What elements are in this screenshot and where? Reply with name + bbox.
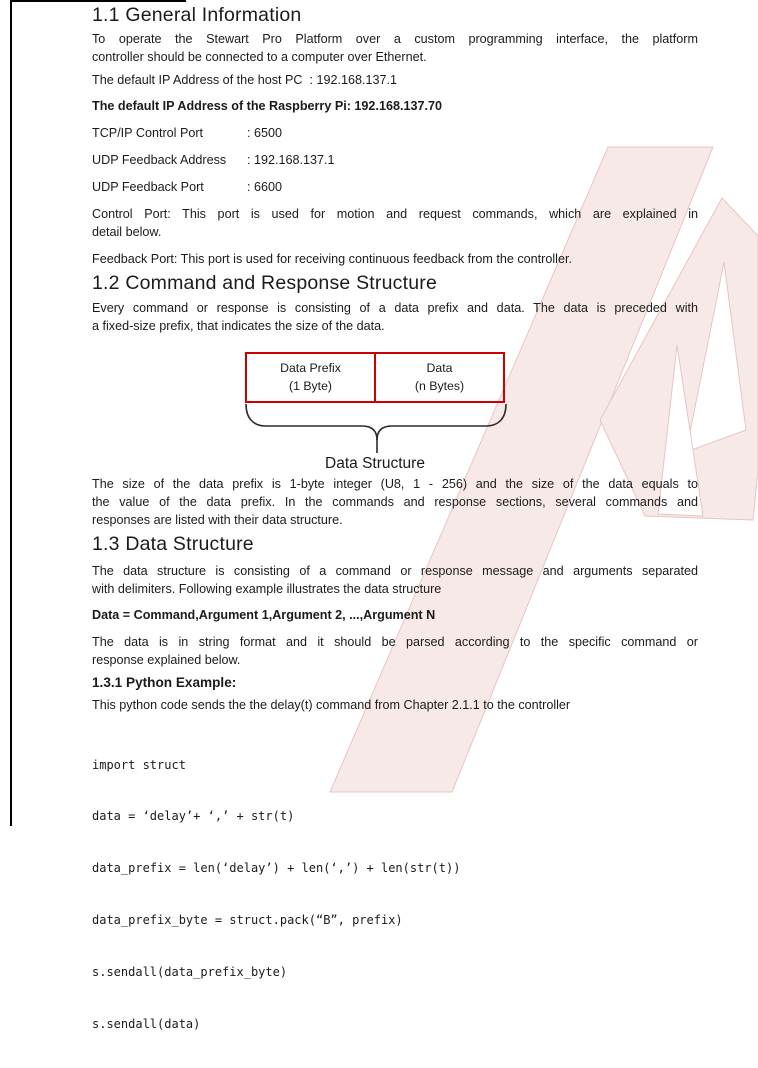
code-line: s.sendall(data) — [92, 1017, 201, 1032]
paragraph-line: with delimiters. Following example illustrates the data structure — [92, 582, 442, 596]
port-label: UDP Feedback Address — [92, 153, 227, 167]
diagram-cell-subtitle: (n Bytes) — [414, 379, 465, 393]
diagram-cell-title: Data Prefix — [280, 361, 341, 375]
paragraph-line: The data structure is consisting of a command or response message and arguments separated — [92, 564, 698, 578]
paragraph-prefix-intro — [92, 299, 698, 335]
raspberry-pi-ip-line: The default IP Address of the Raspberry Pi: 192.168.137.70 — [92, 99, 442, 113]
port-label: TCP/IP Control Port — [92, 126, 204, 140]
data-formula: Data = Command,Argument 1,Argument 2, ...,Argument N — [92, 608, 436, 622]
paragraph-line: The size of the data prefix is 1-byte integer (U8, 1 - 256) and the size of the data equals to — [92, 477, 698, 491]
paragraph-python-intro: This python code sends the the delay(t) command from Chapter 2.1.1 to the controller — [92, 698, 571, 712]
code-line: data_prefix = len(‘delay’) + len(‘,’) + len(str(t)) — [92, 861, 461, 876]
subsection-heading-1-3-1: 1.3.1 Python Example: — [92, 675, 237, 690]
paragraph-control-port — [92, 205, 698, 241]
data-structure-diagram — [245, 352, 505, 403]
code-line: data_prefix_byte = struct.pack(“B”, prefix) — [92, 913, 403, 928]
paragraph-line: controller should be connected to a computer over Ethernet. — [92, 50, 427, 64]
code-line: data = ‘delay’+ ‘,’ + str(t) — [92, 809, 295, 824]
paragraph-feedback-port: Feedback Port: This port is used for receiving continuous feedback from the controller. — [92, 252, 572, 266]
diagram-cell-data-prefix — [247, 354, 374, 401]
curly-brace-icon — [240, 401, 510, 457]
diagram-cell-data — [374, 354, 503, 401]
paragraph-line: response explained below. — [92, 653, 241, 667]
port-label: UDP Feedback Port — [92, 180, 204, 194]
section-heading-1-1: 1.1 General Information — [92, 4, 302, 26]
diagram-caption: Data Structure — [325, 455, 425, 472]
paragraph-line: responses are listed with their data structure. — [92, 513, 343, 527]
port-value: : 192.168.137.1 — [247, 153, 335, 167]
paragraph-line: a fixed-size prefix, that indicates the size of the data. — [92, 319, 385, 333]
section-heading-1-3: 1.3 Data Structure — [92, 533, 254, 555]
paragraph-line: detail below. — [92, 225, 162, 239]
paragraph-prefix-size — [92, 475, 698, 529]
port-row-tcp-control — [92, 124, 282, 142]
port-row-udp-address — [92, 151, 335, 169]
paragraph-intro — [92, 30, 698, 66]
python-code-block — [92, 722, 572, 1068]
code-line: import struct — [92, 757, 186, 772]
paragraph-line: The data is in string format and it should be parsed according to the specific command or — [92, 635, 698, 649]
paragraph-line: the value of the data prefix. In the commands and response sections, several commands and — [92, 495, 698, 509]
paragraph-line: Every command or response is consisting of a data prefix and data. The data is preceded with — [92, 301, 698, 315]
paragraph-string-format — [92, 633, 698, 669]
port-value: : 6500 — [247, 126, 283, 140]
paragraph-line: To operate the Stewart Pro Platform over a custom programming interface, the platform — [92, 32, 698, 46]
diagram-cell-subtitle: (1 Byte) — [288, 379, 333, 393]
diagram-cell-title: Data — [426, 361, 453, 375]
code-line: s.sendall(data_prefix_byte) — [92, 965, 288, 980]
host-ip-line: The default IP Address of the host PC : 192.168.137.1 — [92, 73, 398, 87]
paragraph-line: Control Port: This port is used for motion and request commands, which are explained in — [92, 207, 698, 221]
section-heading-1-2: 1.2 Command and Response Structure — [92, 272, 437, 294]
port-value: : 6600 — [247, 180, 283, 194]
port-row-udp-port — [92, 178, 282, 196]
paragraph-data-structure — [92, 562, 698, 598]
